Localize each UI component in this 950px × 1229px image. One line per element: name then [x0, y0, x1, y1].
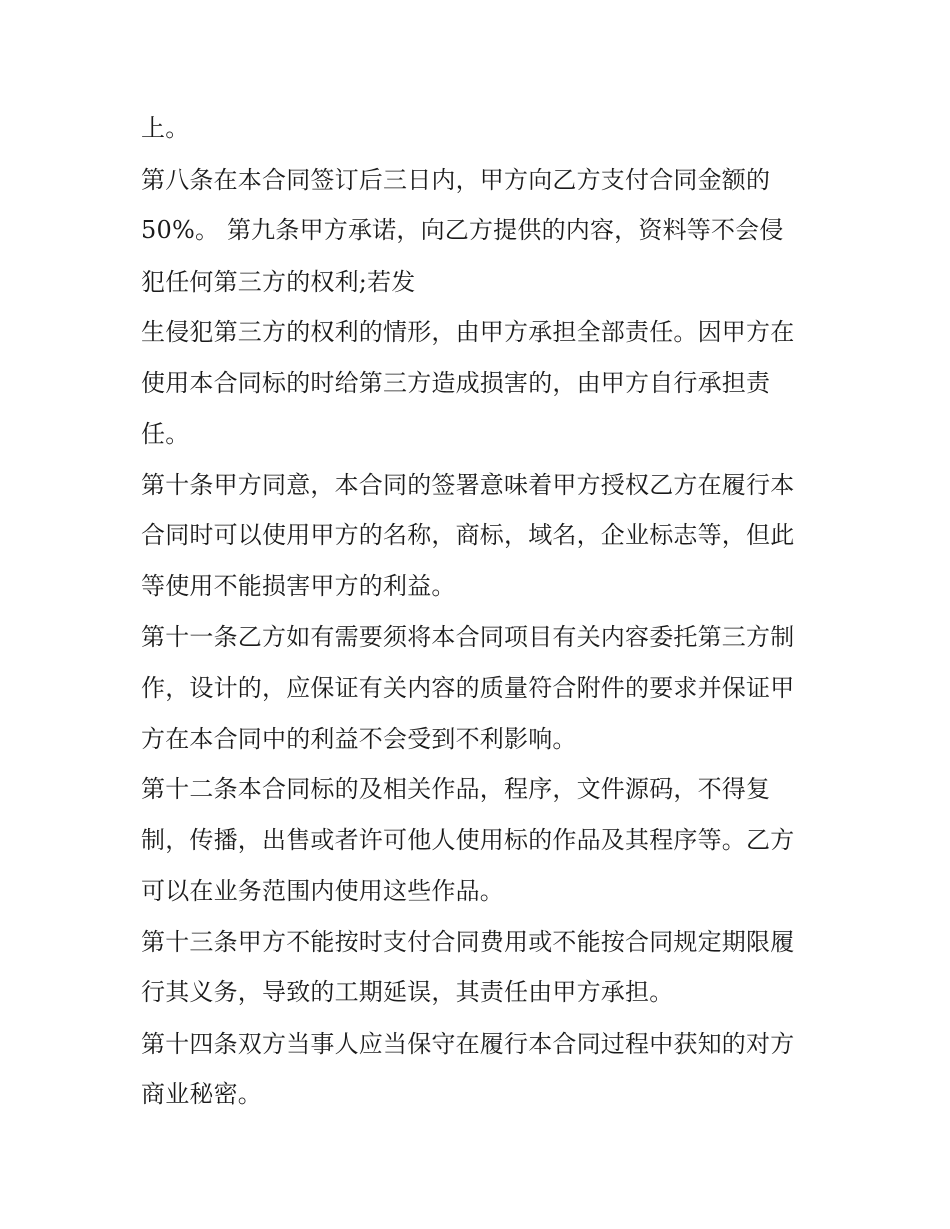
text-line: 制，传播，出售或者许可他人使用标的作品及其程序等。乙方 [141, 826, 795, 854]
text-line: 作，设计的，应保证有关内容的质量符合附件的要求并保证甲 [141, 674, 795, 702]
text-line: 等使用不能损害甲方的利益。 [141, 572, 456, 600]
text-line: 上。 [141, 114, 190, 142]
text-line: 合同时可以使用甲方的名称，商标，域名，企业标志等，但此 [141, 521, 795, 549]
text-line: 第十条甲方同意，本合同的签署意味着甲方授权乙方在履行本 [141, 471, 795, 499]
text-line: 50%。 第九条甲方承诺，向乙方提供的内容，资料等不会侵 [141, 216, 784, 244]
text-line: 生侵犯第三方的权利的情形，由甲方承担全部责任。因甲方在 [141, 318, 795, 346]
text-line: 方在本合同中的利益不会受到不利影响。 [141, 725, 577, 753]
text-line: 第八条在本合同签订后三日内，甲方向乙方支付合同金额的 [141, 166, 771, 194]
text-line: 犯任何第三方的权利;若发 [141, 268, 416, 296]
text-line: 第十四条双方当事人应当保守在履行本合同过程中获知的对方 [141, 1030, 795, 1058]
text-line: 第十二条本合同标的及相关作品，程序，文件源码，不得复 [141, 775, 771, 803]
text-line: 任。 [141, 420, 190, 448]
text-line: 行其义务，导致的工期延误，其责任由甲方承担。 [141, 978, 674, 1006]
text-line: 商业秘密。 [141, 1080, 262, 1108]
text-line: 使用本合同标的时给第三方造成损害的，由甲方自行承担责 [141, 369, 771, 397]
text-line: 可以在业务范围内使用这些作品。 [141, 877, 504, 905]
text-line: 第十三条甲方不能按时支付合同费用或不能按合同规定期限履 [141, 928, 795, 956]
text-line: 第十一条乙方如有需要须将本合同项目有关内容委托第三方制 [141, 623, 795, 651]
